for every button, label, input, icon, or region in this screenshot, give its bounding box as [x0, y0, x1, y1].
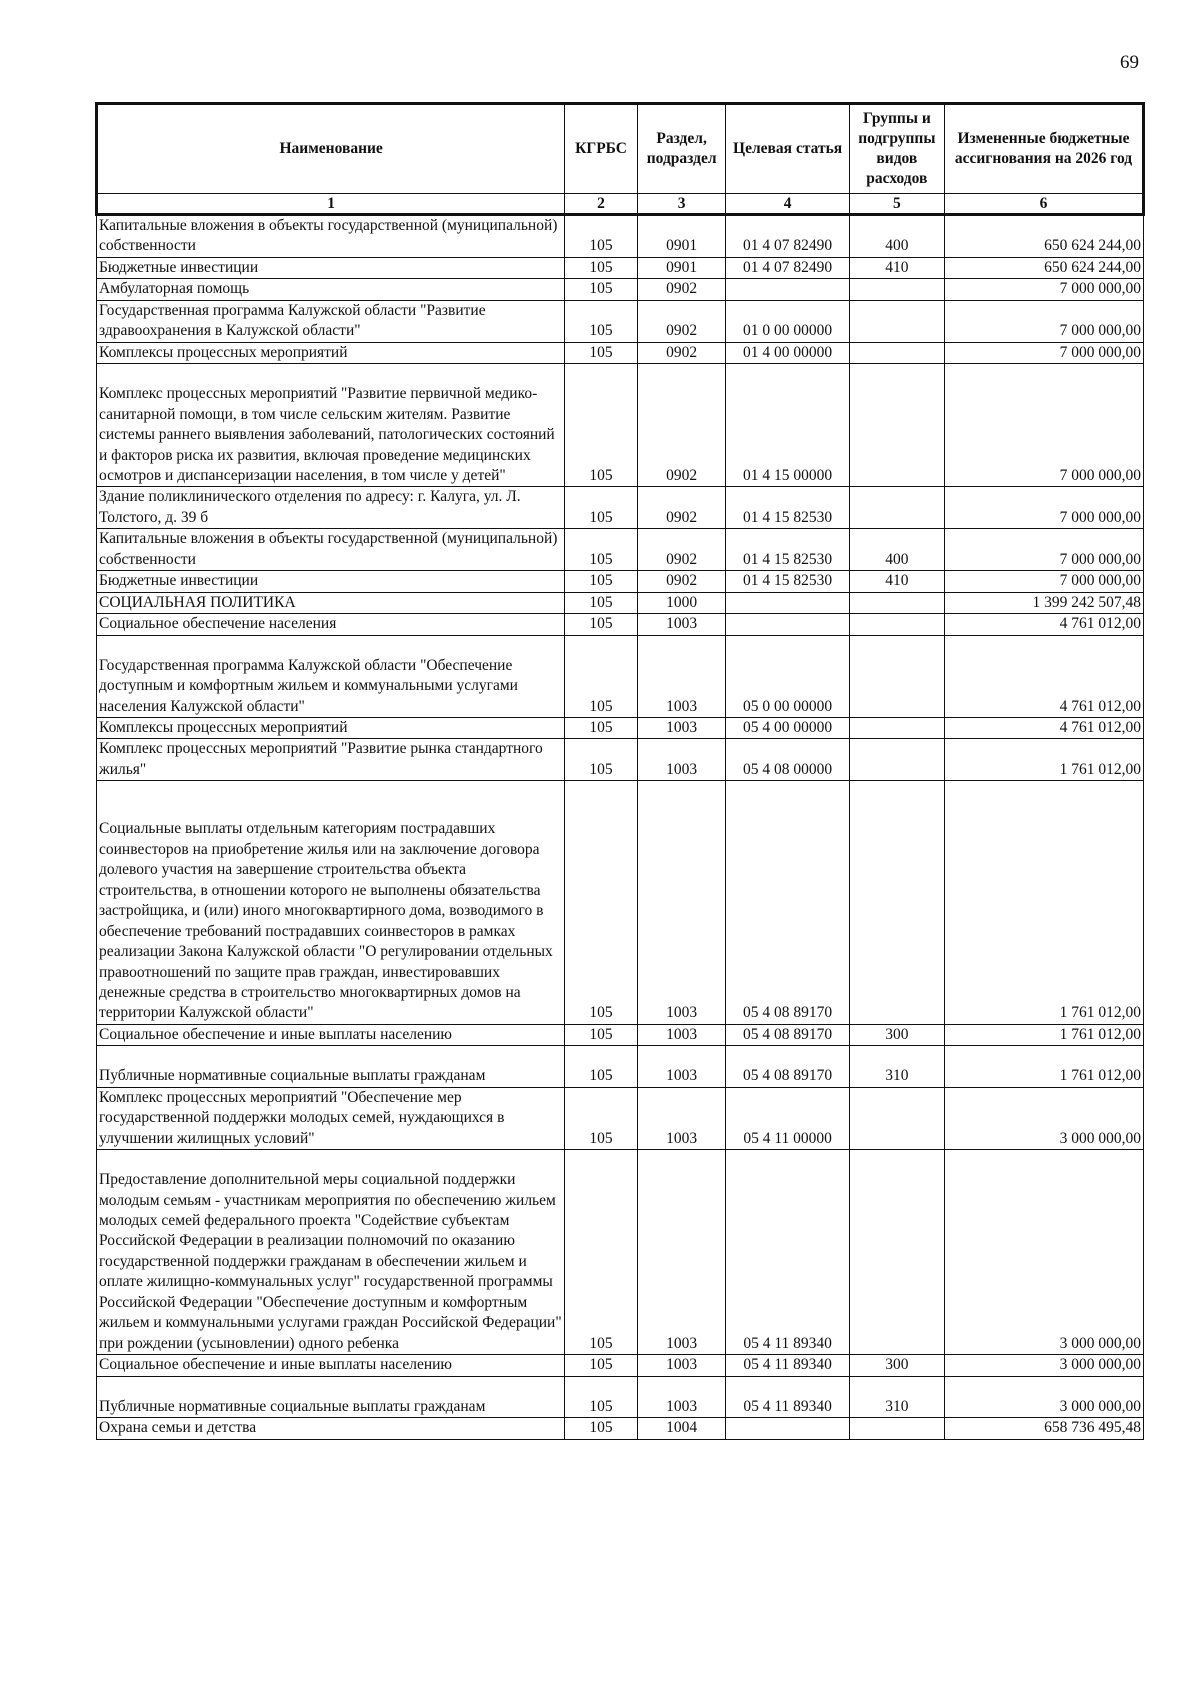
row-group — [849, 739, 944, 781]
row-group — [849, 717, 944, 738]
row-group — [849, 1418, 944, 1439]
header-row — [97, 104, 1144, 194]
row-amount: 658 736 495,48 — [944, 1418, 1143, 1439]
row-group — [849, 279, 944, 300]
table-row — [97, 1087, 1144, 1149]
budget-table — [95, 102, 1145, 1440]
row-target: 01 0 00 00000 — [726, 300, 849, 342]
table-row — [97, 529, 1144, 571]
row-kgrbs: 105 — [565, 1376, 637, 1417]
row-name-text: Государственная программа Калужской области "Развитие здравоохранения в Калужской области" — [99, 301, 486, 340]
row-kgrbs: 105 — [565, 781, 637, 1025]
row-name — [97, 1046, 565, 1087]
row-name-text: Комплексы процессных мероприятий — [99, 343, 348, 361]
row-kgrbs: 105 — [565, 300, 637, 342]
row-section: 1003 — [637, 614, 726, 635]
row-target: 05 4 08 89170 — [726, 781, 849, 1025]
row-target: 01 4 07 82490 — [726, 257, 849, 278]
row-target — [726, 279, 849, 300]
row-name-text: Амбулаторная помощь — [99, 280, 250, 298]
row-target: 05 0 00 00000 — [726, 635, 849, 717]
row-amount: 3 000 000,00 — [944, 1355, 1143, 1376]
row-name-text: Здание поликлинического отделения по адресу: г. Калуга, ул. Л. Толстого, д. 39 б — [99, 488, 521, 526]
row-name — [97, 781, 565, 1025]
row-group: 300 — [849, 1355, 944, 1376]
row-group: 300 — [849, 1024, 944, 1045]
row-name-text: Бюджетные инвестиции — [99, 572, 259, 590]
row-group: 310 — [849, 1046, 944, 1087]
row-amount: 3 000 000,00 — [944, 1150, 1143, 1355]
row-section: 1003 — [637, 1150, 726, 1355]
row-name — [97, 717, 565, 738]
row-name-text: Публичные нормативные социальные выплаты гражданам — [99, 1067, 486, 1085]
row-name-text: Социальные выплаты отдельным категориям пострадавших соинвесторов на приобретение жилья или на заключение договора долевого участия на завершение строительства объекта строительства, в отношении которого не выполнены обязательства застройщика, и (или) иного многоквартирного дома, возводимого в обеспечение требований пострадавших соинвесторов в рамках реализации Закона Калужской области "О регулировании отдельных правоотношений по защите прав граждан, инвестировавших денежные средства в строительство многоквартирных домов на территории Калужской области" — [99, 820, 553, 1022]
row-target: 05 4 00 00000 — [726, 717, 849, 738]
table-row — [97, 781, 1144, 1025]
row-kgrbs: 105 — [565, 529, 637, 571]
row-name-text: Комплекс процессных мероприятий "Развитие рынка стандартного жилья" — [99, 740, 543, 778]
table-row — [97, 487, 1144, 529]
row-amount: 3 000 000,00 — [944, 1376, 1143, 1417]
row-kgrbs: 105 — [565, 1046, 637, 1087]
row-name — [97, 1376, 565, 1417]
row-amount: 3 000 000,00 — [944, 1087, 1143, 1149]
row-name — [97, 215, 565, 258]
header-amount: Измененные бюджетные ассигнования на 2026 год — [944, 104, 1143, 194]
table-row — [97, 300, 1144, 342]
row-section: 1003 — [637, 635, 726, 717]
table-row — [97, 739, 1144, 781]
row-kgrbs: 105 — [565, 1355, 637, 1376]
row-name-text: Капитальные вложения в объекты государственной (муниципальной) собственности — [99, 217, 558, 255]
row-group — [849, 364, 944, 487]
row-target: 01 4 15 00000 — [726, 364, 849, 487]
row-name — [97, 364, 565, 487]
row-target: 05 4 11 89340 — [726, 1150, 849, 1355]
row-amount: 7 000 000,00 — [944, 364, 1143, 487]
row-group — [849, 614, 944, 635]
row-amount: 7 000 000,00 — [944, 300, 1143, 342]
row-amount: 7 000 000,00 — [944, 279, 1143, 300]
row-section: 0902 — [637, 364, 726, 487]
row-section: 1003 — [637, 1024, 726, 1045]
row-group — [849, 300, 944, 342]
row-name-text: Комплексы процессных мероприятий — [99, 718, 348, 736]
row-name-text: Социальное обеспечение и иные выплаты населению — [99, 1025, 453, 1043]
row-amount: 1 761 012,00 — [944, 1046, 1143, 1087]
row-name-text: Публичные нормативные социальные выплаты гражданам — [99, 1397, 486, 1415]
row-kgrbs: 105 — [565, 364, 637, 487]
row-name-text: Социальное обеспечение и иные выплаты населению — [99, 1356, 453, 1374]
row-kgrbs: 105 — [565, 279, 637, 300]
table-row — [97, 364, 1144, 487]
row-target: 01 4 15 82530 — [726, 571, 849, 592]
row-name — [97, 635, 565, 717]
row-name — [97, 529, 565, 571]
row-section: 1004 — [637, 1418, 726, 1439]
table-row — [97, 614, 1144, 635]
row-group — [849, 1150, 944, 1355]
row-target: 01 4 07 82490 — [726, 215, 849, 258]
row-name — [97, 739, 565, 781]
row-section: 1003 — [637, 1355, 726, 1376]
row-group — [849, 592, 944, 613]
row-group: 410 — [849, 257, 944, 278]
row-section: 1003 — [637, 1087, 726, 1149]
table-row — [97, 215, 1144, 258]
table-row — [97, 257, 1144, 278]
row-kgrbs: 105 — [565, 342, 637, 363]
row-kgrbs: 105 — [565, 1024, 637, 1045]
row-name-text: СОЦИАЛЬНАЯ ПОЛИТИКА — [99, 593, 296, 611]
row-name — [97, 257, 565, 278]
row-amount: 650 624 244,00 — [944, 215, 1143, 258]
row-name — [97, 279, 565, 300]
row-kgrbs: 105 — [565, 487, 637, 529]
header-groups: Группы и подгруппы видов расходов — [849, 104, 944, 194]
row-name-text: Капитальные вложения в объекты государственной (муниципальной) собственности — [99, 530, 558, 568]
table-row — [97, 571, 1144, 592]
row-name-text: Предоставление дополнительной меры социальной поддержки молодым семьям - участникам мероприятия по обеспечению жильем молодых семей федерального проекта "Содействие субъектам Российской Федерации в реализации полномочий по оказанию государственной поддержки гражданам в обеспечении жильем и оплате жилищно-коммунальных услуг" государственной программы Российской Федерации "Обеспечение доступным и комфортным жильем и коммунальными услугами граждан Российской Федерации" при рождении (усыновлении) одного ребенка — [99, 1171, 562, 1352]
row-kgrbs: 105 — [565, 739, 637, 781]
row-group — [849, 1087, 944, 1149]
row-target — [726, 1418, 849, 1439]
row-name — [97, 1024, 565, 1045]
row-section: 0901 — [637, 215, 726, 258]
table-row — [97, 592, 1144, 613]
row-target: 01 4 00 00000 — [726, 342, 849, 363]
row-amount: 7 000 000,00 — [944, 529, 1143, 571]
row-target: 05 4 08 89170 — [726, 1046, 849, 1087]
row-name — [97, 1418, 565, 1439]
row-group: 400 — [849, 529, 944, 571]
table-row — [97, 1355, 1144, 1376]
row-kgrbs: 105 — [565, 635, 637, 717]
row-kgrbs: 105 — [565, 1418, 637, 1439]
column-number: 1 — [97, 194, 565, 215]
table-row — [97, 635, 1144, 717]
header-target: Целевая статья — [726, 104, 849, 194]
row-amount: 1 761 012,00 — [944, 781, 1143, 1025]
row-group: 410 — [849, 571, 944, 592]
row-name-text: Социальное обеспечение населения — [99, 615, 337, 633]
row-amount: 7 000 000,00 — [944, 342, 1143, 363]
row-section: 0902 — [637, 487, 726, 529]
row-kgrbs: 105 — [565, 257, 637, 278]
row-name — [97, 1087, 565, 1149]
row-section: 0902 — [637, 342, 726, 363]
row-group — [849, 342, 944, 363]
table-row — [97, 1376, 1144, 1417]
row-target: 05 4 11 89340 — [726, 1376, 849, 1417]
row-name — [97, 1355, 565, 1376]
row-name — [97, 300, 565, 342]
row-group — [849, 487, 944, 529]
row-target: 05 4 08 89170 — [726, 1024, 849, 1045]
column-number-row — [97, 194, 1144, 215]
row-section: 0902 — [637, 300, 726, 342]
column-number: 5 — [849, 194, 944, 215]
row-section: 1003 — [637, 1046, 726, 1087]
row-name — [97, 487, 565, 529]
row-name — [97, 614, 565, 635]
row-section: 1003 — [637, 1376, 726, 1417]
row-target: 01 4 15 82530 — [726, 487, 849, 529]
row-kgrbs: 105 — [565, 1150, 637, 1355]
row-target: 01 4 15 82530 — [726, 529, 849, 571]
row-amount: 650 624 244,00 — [944, 257, 1143, 278]
row-kgrbs: 105 — [565, 717, 637, 738]
row-target: 05 4 11 89340 — [726, 1355, 849, 1376]
header-kgrbs: КГРБС — [565, 104, 637, 194]
row-section: 1003 — [637, 717, 726, 738]
row-section: 1000 — [637, 592, 726, 613]
row-amount: 7 000 000,00 — [944, 487, 1143, 529]
page-number: 69 — [1120, 52, 1139, 73]
table-row — [97, 1418, 1144, 1439]
row-group — [849, 635, 944, 717]
row-group: 310 — [849, 1376, 944, 1417]
row-kgrbs: 105 — [565, 1087, 637, 1149]
row-amount: 1 761 012,00 — [944, 1024, 1143, 1045]
header-section: Раздел, подраздел — [637, 104, 726, 194]
row-kgrbs: 105 — [565, 592, 637, 613]
row-target: 05 4 08 00000 — [726, 739, 849, 781]
table-row — [97, 279, 1144, 300]
row-section: 0901 — [637, 257, 726, 278]
row-target — [726, 592, 849, 613]
table-row — [97, 1046, 1144, 1087]
row-section: 0902 — [637, 571, 726, 592]
row-name — [97, 342, 565, 363]
header-name: Наименование — [97, 104, 565, 194]
row-name — [97, 592, 565, 613]
row-name — [97, 1150, 565, 1355]
row-target — [726, 614, 849, 635]
row-name-text: Охрана семьи и детства — [99, 1419, 257, 1437]
row-name-text: Государственная программа Калужской области "Обеспечение доступным и комфортным жильем и коммунальными услугами населения Калужской области" — [99, 656, 518, 715]
row-name-text: Комплекс процессных мероприятий "Обеспечение мер государственной поддержки молодых семей, нуждающихся в улучшении жилищных условий" — [99, 1088, 505, 1147]
row-amount: 4 761 012,00 — [944, 614, 1143, 635]
row-amount: 7 000 000,00 — [944, 571, 1143, 592]
row-group: 400 — [849, 215, 944, 258]
table-body — [97, 215, 1144, 1440]
row-name-text: Комплекс процессных мероприятий "Развитие первичной медико-санитарной помощи, в том числе сельским жителям. Развитие системы раннего выявления заболеваний, патологических состояний и факторов риска их развития, включая проведение медицинских осмотров и диспансеризации населения, в том числе у детей" — [99, 385, 555, 484]
table-row — [97, 1024, 1144, 1045]
table-row — [97, 717, 1144, 738]
column-number: 3 — [637, 194, 726, 215]
row-section: 0902 — [637, 529, 726, 571]
row-kgrbs: 105 — [565, 614, 637, 635]
column-number: 2 — [565, 194, 637, 215]
column-number: 4 — [726, 194, 849, 215]
column-number: 6 — [944, 194, 1143, 215]
row-kgrbs: 105 — [565, 215, 637, 258]
table-row — [97, 342, 1144, 363]
row-group — [849, 781, 944, 1025]
row-amount: 4 761 012,00 — [944, 717, 1143, 738]
row-amount: 1 399 242 507,48 — [944, 592, 1143, 613]
row-section: 0902 — [637, 279, 726, 300]
row-name — [97, 571, 565, 592]
row-amount: 4 761 012,00 — [944, 635, 1143, 717]
row-section: 1003 — [637, 739, 726, 781]
row-kgrbs: 105 — [565, 571, 637, 592]
row-amount: 1 761 012,00 — [944, 739, 1143, 781]
row-target: 05 4 11 00000 — [726, 1087, 849, 1149]
table-row — [97, 1150, 1144, 1355]
row-section: 1003 — [637, 781, 726, 1025]
row-name-text: Бюджетные инвестиции — [99, 258, 259, 276]
